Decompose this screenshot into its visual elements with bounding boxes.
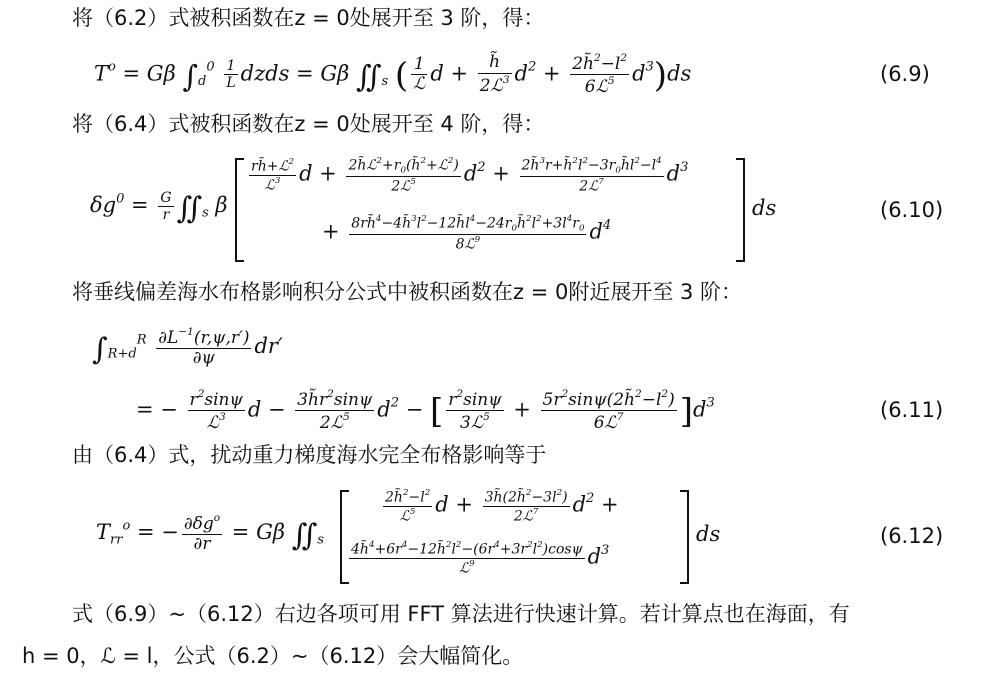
right-bracket-6-10 <box>736 158 745 262</box>
equation-number-6-11: (6.11) <box>880 398 944 422</box>
equation-6-10: $\delta g^0$ = $\frac{G}{r}$ $∬_s$ β <box>90 190 228 227</box>
equation-6-12: $T_{rr}^o$ = − $\frac{\partial\delta g^o}{\partial r}$ = Gβ $∬_s$ <box>96 512 324 555</box>
paragraph-fft-line2: h = 0，ℒ = l，公式（6.2）~（6.12）会大幅简化。 <box>22 644 524 668</box>
equation-6-11-line2: = − $\frac{r^2\sin\psi}{ℒ^3}$ d − $\frac{3h̃r^2\sin\psi}{2ℒ^5}$ $d^2$ − [ $\frac{r^2\sin\psi}{3ℒ^5}$ + $\frac{5r^2\sin\psi(2h̃^2-l^2)}{6ℒ^7}$ ]$d^3$ <box>136 388 715 434</box>
equation-6-10-row2: + $\frac{8rh̃^4-4h̃^3l^2-12h̃l^4-24r_0h̃^2l^2+3l^4r_0}{8ℒ^9}$ $d^4$ <box>322 214 612 253</box>
paragraph-gravity-gradient: 由（6.4）式，扰动重力梯度海水完全布格影响等于 <box>72 443 547 467</box>
equation-number-6-9: (6.9) <box>880 62 930 86</box>
equation-6-10-row1: $\frac{rh̃+ℒ^2}{ℒ^3}$ d + $\frac{2h̃ℒ^2+r_0(h̃^2+ℒ^2)}{2ℒ^5}$ $d^2$ + $\frac{2h̃^3r+h̃^2l^2-3r_0h̃l^2-l^4}{2ℒ^7}$ $d^3$ <box>251 156 689 195</box>
paragraph-expand-6-4: 将（6.4）式被积函数在z = 0处展开至 4 阶，得： <box>72 112 545 136</box>
equation-6-9: $T^o = G\beta$ $\int_d^0$ $\frac{1}{L}$ dzds = Gβ $∬_s$ ( $\frac{1}{\text{ℒ}}$ d + $\frac{h̃}{2ℒ^3}$ $d^2$ + $\frac{2h̃^2-l^2}{6ℒ^5}$ $d^3)ds$ <box>94 52 692 98</box>
paragraph-vertical-deflection: 将垂线偏差海水布格影响积分公式中被积函数在z = 0附近展开至 3 阶： <box>72 280 743 304</box>
equation-6-11-line1: $\int_{R+d}^R$ $\frac{\partial L^{-1}(r,\psi,r')}{\partial\psi}$ dr′ <box>92 326 283 369</box>
equation-number-6-12: (6.12) <box>880 524 944 548</box>
equation-6-12-row2: $\frac{4h̃^4+6r^4-12h̃^2l^2-(6r^4+3r^2l^2)\cos\psi}{ℒ^9}$ $d^3$ <box>351 540 610 577</box>
equation-6-12-ds: ds <box>696 522 721 546</box>
paragraph-fft-line1: 式（6.9）~（6.12）右边各项可用 FFT 算法进行快速计算。若计算点也在海面，有 <box>72 602 850 626</box>
left-bracket-6-10 <box>235 158 244 262</box>
equation-number-6-10: (6.10) <box>880 198 944 222</box>
equation-6-10-ds: ds <box>752 196 777 220</box>
right-bracket-6-12 <box>680 490 689 584</box>
equation-6-12-row1: $\frac{2h̃^2-l^2}{ℒ^5}$ d + $\frac{3h̃(2h̃^2-3l^2)}{2ℒ^7}$ $d^2$ + <box>385 488 619 525</box>
paragraph-expand-6-2: 将（6.2）式被积函数在z = 0处展开至 3 阶，得： <box>72 6 545 30</box>
